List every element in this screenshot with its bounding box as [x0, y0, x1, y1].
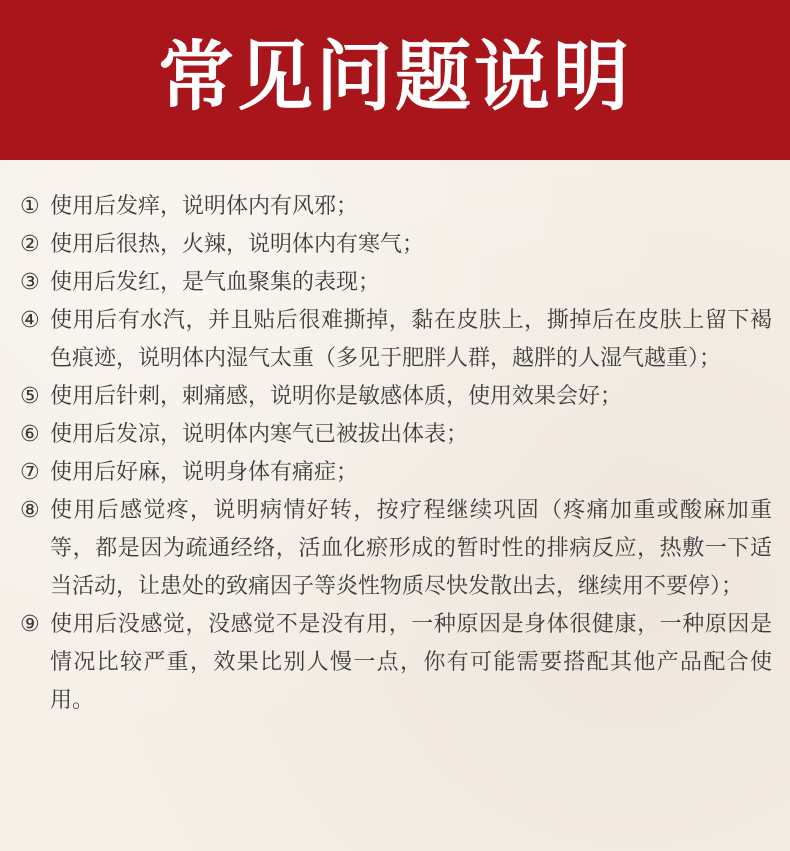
- item-text: 使用后发痒，说明体内有风邪；: [50, 194, 359, 219]
- faq-item-4: [20, 302, 772, 378]
- faq-item-7: [20, 454, 772, 492]
- faq-item-9: [20, 606, 772, 720]
- header-banner: [0, 0, 790, 160]
- faq-item-3: [20, 264, 772, 302]
- page-title: 常见问题说明: [158, 32, 632, 121]
- faq-list: [20, 188, 772, 720]
- item-marker: ⑤: [20, 384, 40, 409]
- item-marker: ④: [20, 308, 40, 333]
- item-text: 使用后针刺，刺痛感，说明你是敏感体质，使用效果会好；: [50, 384, 623, 409]
- faq-item-8: [20, 492, 772, 606]
- faq-item-2: [20, 226, 772, 264]
- faq-item-5: [20, 378, 772, 416]
- item-text: 使用后很热，火辣，说明体内有寒气；: [50, 232, 425, 257]
- item-marker: ⑧: [20, 498, 40, 523]
- item-text: 使用后好麻，说明身体有痛症；: [50, 460, 359, 485]
- item-text: 使用后发凉，说明体内寒气已被拔出体表；: [50, 422, 469, 447]
- item-marker: ②: [20, 232, 40, 257]
- item-text: 使用后感觉疼，说明病情好转，按疗程继续巩固（疼痛加重或酸麻加重等，都是因为疏通经络，活血化瘀形成的暂时性的排病反应，热敷一下适当活动，让患处的致痛因子等炎性物质尽快发散出去，继续用不要停）；: [50, 498, 772, 599]
- faq-item-1: [20, 188, 772, 226]
- item-text: 使用后发红，是气血聚集的表现；: [50, 270, 381, 295]
- item-text: 使用后没感觉，没感觉不是没有用，一种原因是身体很健康，一种原因是情况比较严重，效果比别人慢一点，你有可能需要搭配其他产品配合使用。: [50, 612, 772, 713]
- item-marker: ①: [20, 194, 40, 219]
- item-marker: ⑦: [20, 460, 40, 485]
- item-marker: ⑨: [20, 612, 40, 637]
- item-marker: ③: [20, 270, 40, 295]
- item-text: 使用后有水汽，并且贴后很难撕掉，黏在皮肤上，撕掉后在皮肤上留下褐色痕迹，说明体内湿气太重（多见于肥胖人群，越胖的人湿气越重）；: [50, 308, 772, 371]
- faq-item-6: [20, 416, 772, 454]
- item-marker: ⑥: [20, 422, 40, 447]
